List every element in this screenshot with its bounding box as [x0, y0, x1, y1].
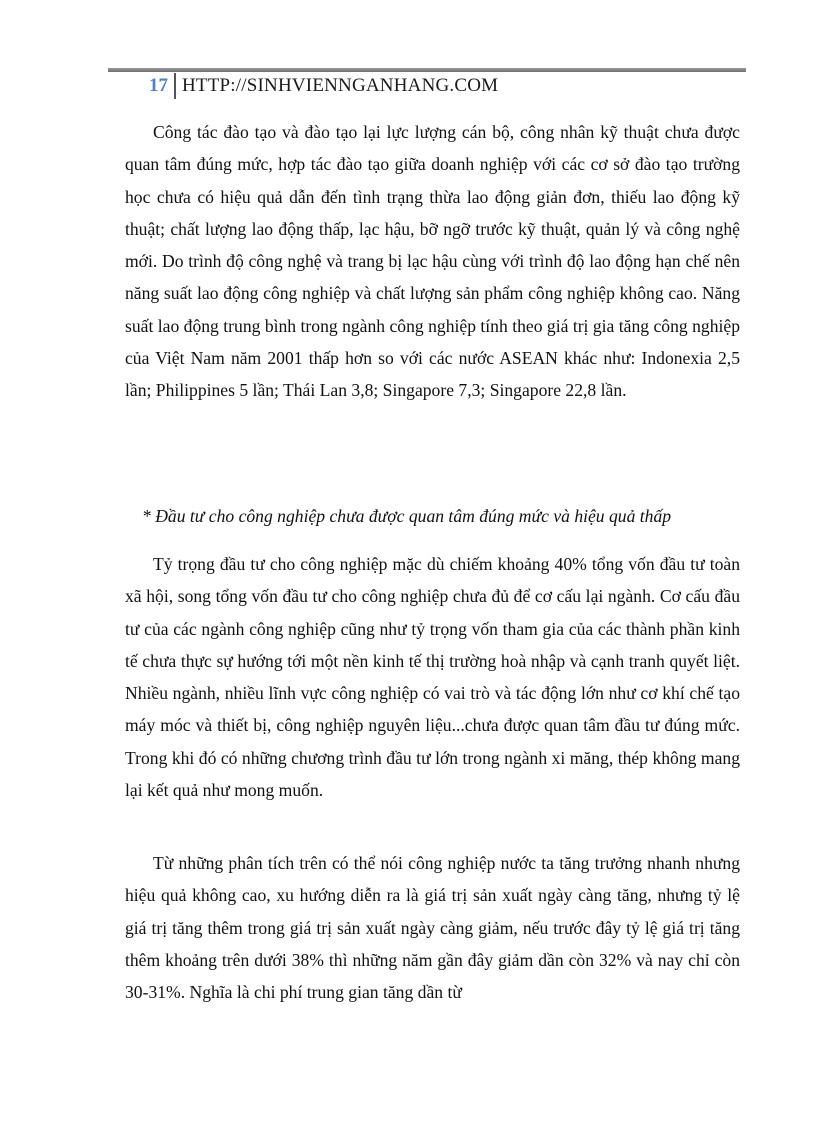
page-number: 17: [149, 75, 168, 96]
paragraph-investment: Tỷ trọng đầu tư cho công nghiệp mặc dù chiếm khoảng 40% tổng vốn đầu tư toàn xã hội, song tổng vốn đầu tư cho công nghiệp chưa đủ để cơ cấu lại ngành. Cơ cấu đầu tư của các ngành công nghiệp cũng như tỷ trọng vốn tham gia của các thành phần kinh tế chưa thực sự hướng tới một nền kinh tế thị trường hoà nhập và cạnh tranh quyết liệt. Nhiều ngành, nhiều lĩnh vực công nghiệp có vai trò và tác động lớn như cơ khí chế tạo máy móc và thiết bị, công nghiệp nguyên liệu...chưa được quan tâm đầu tư đúng mức. Trong khi đó có những chương trình đầu tư lớn trong ngành xi măng, thép không mang lại kết quả như mong muốn.: [125, 554, 740, 801]
paragraph-growth-efficiency: Từ những phân tích trên có thể nói công nghiệp nước ta tăng trưởng nhanh nhưng hiệu quả không cao, xu hướng diễn ra là giá trị sản xuất ngày càng tăng, nhưng tỷ lệ giá trị tăng thêm trong giá trị sản xuất ngày càng giảm, nếu trước đây tỷ lệ giá trị tăng thêm khoảng trên dưới 38% thì những năm gần đây giảm dần còn 32% và nay chỉ còn 30-31%. Nghĩa là chi phí trung gian tăng dần từ: [125, 853, 740, 1003]
header-divider: [174, 73, 176, 99]
section-heading: * Đầu tư cho công nghiệp chưa được quan tâm đúng mức và hiệu quả thấp: [142, 506, 672, 526]
paragraph-labor-quality: Công tác đào tạo và đào tạo lại lực lượng cán bộ, công nhân kỹ thuật chưa được quan tâm đúng mức, hợp tác đào tạo giữa doanh nghiệp với các cơ sở đào tạo trường học chưa có hiệu quả dẫn đến tình trạng thừa lao động giản đơn, thiếu lao động kỹ thuật; chất lượng lao động thấp, lạc hậu, bỡ ngỡ trước kỹ thuật, quản lý và công nghệ mới. Do trình độ công nghệ và trang bị lạc hậu cùng với trình độ lao động hạn chế nên năng suất lao động công nghiệp và chất lượng sản phẩm công nghiệp không cao. Năng suất lao động trung bình trong ngành công nghiệp tính theo giá trị gia tăng công nghiệp của Việt Nam năm 2001 thấp hơn so với các nước ASEAN khác như: Indonexia 2,5 lần; Philippines 5 lần; Thái Lan 3,8; Singapore 7,3; Singapore 22,8 lần.: [125, 122, 740, 401]
site-url: HTTP://SINHVIENNGANHANG.COM: [182, 75, 499, 96]
page-header: [108, 72, 498, 100]
